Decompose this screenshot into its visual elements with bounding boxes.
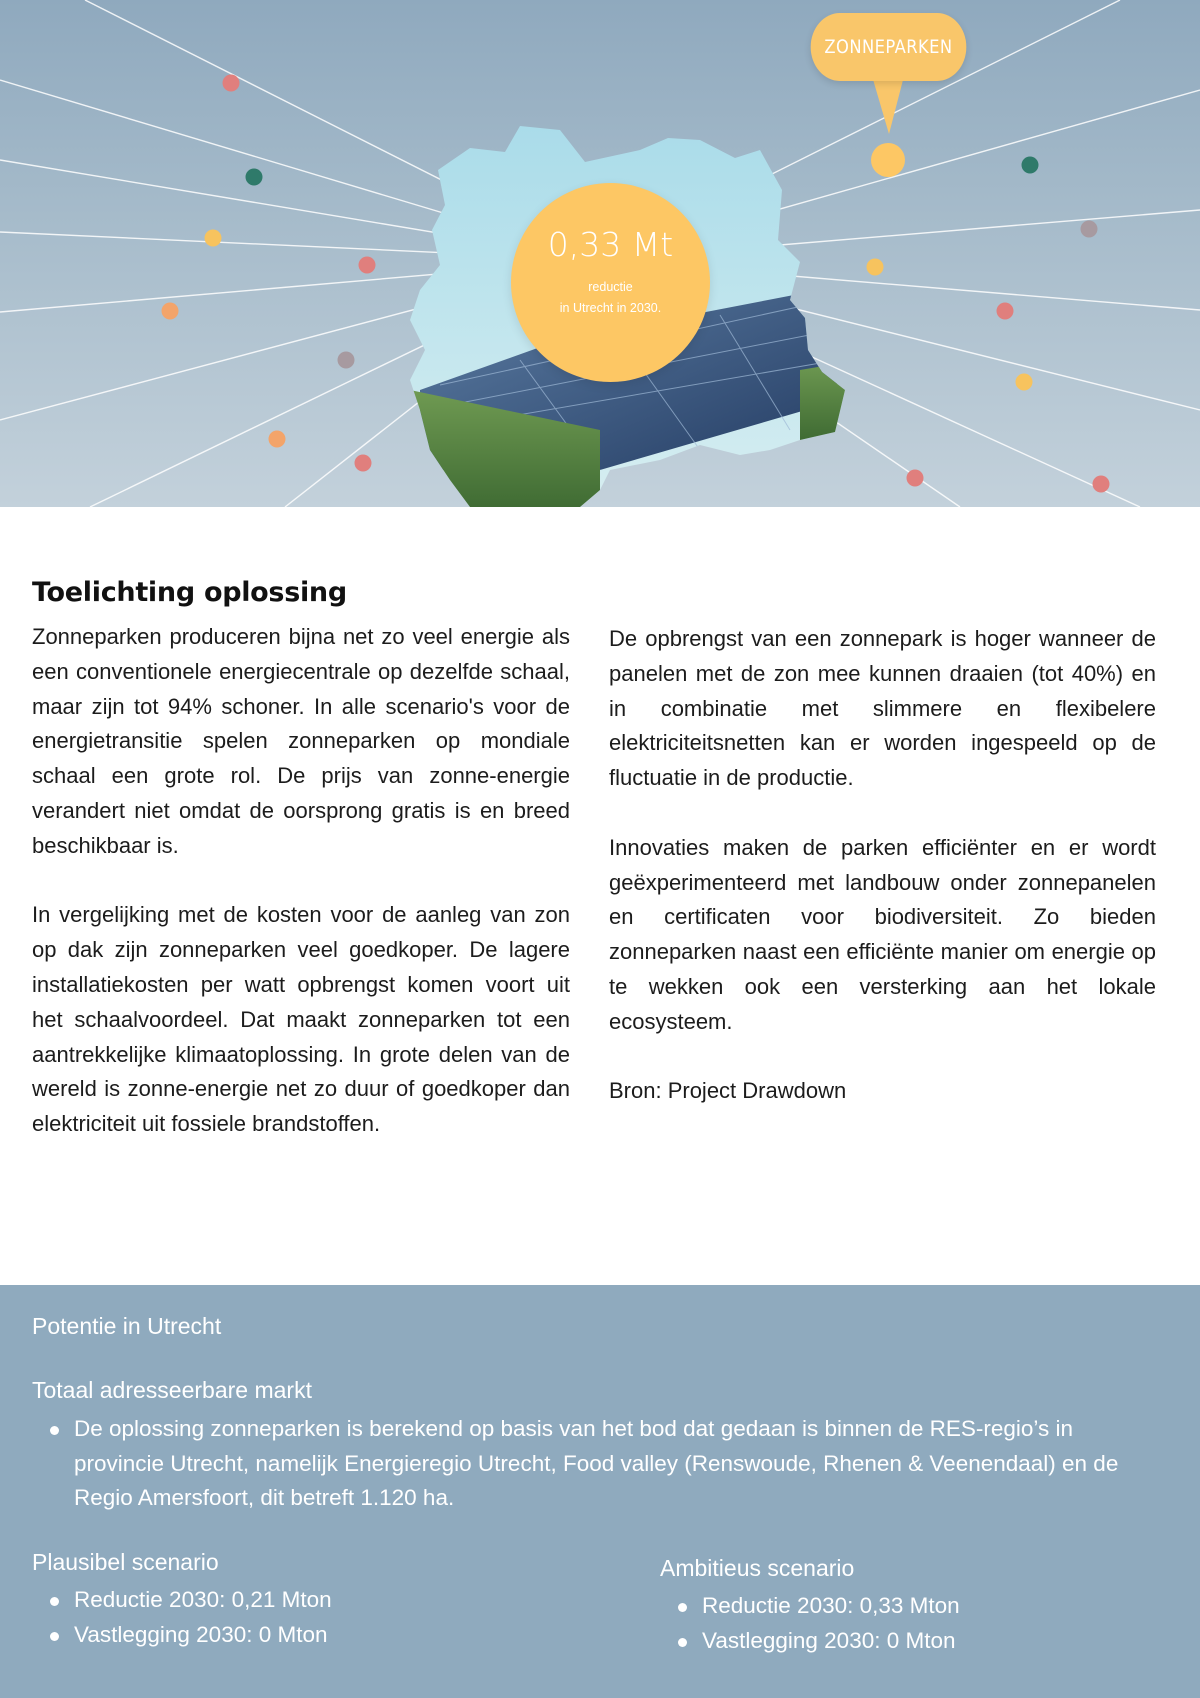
paragraph: Zonneparken produceren bijna net zo veel energie als een conventionele energiecentrale op dezelfde schaal, maar zijn tot 94% schoner. In alle scenario's voor de energietransitie spelen zonneparken op mondiale schaal een grote rol. De prijs van zonne-energie verandert niet omdat de oorsprong gratis is en breed beschikbaar is. (32, 624, 570, 858)
ambitieus-list (660, 1589, 1180, 1658)
market-list (32, 1412, 1162, 1516)
plausibel-title: Plausibel scenario (32, 1549, 219, 1575)
list-item: Reductie 2030: 0,33 Mton (660, 1589, 1180, 1624)
list-item: Reductie 2030: 0,21 Mton (32, 1583, 592, 1618)
market-title: Totaal adresseerbare markt (32, 1377, 312, 1403)
badge-value: 0,33 Mt (547, 225, 674, 264)
hero-banner (0, 0, 1200, 507)
badge-caption-2: in Utrecht in 2030. (559, 301, 662, 315)
paragraph: Innovaties maken de parken efficiënter en er wordt geëxperimenteerd met landbouw onder zonnepanelen en certificaten voor biodiversiteit. Zo bieden zonneparken naast een efficiënte manier om energie op te wekken ook een versterking aan het lokale ecosysteem. (609, 834, 1156, 1034)
plausibel-list (32, 1583, 592, 1652)
reduction-badge (511, 183, 710, 382)
panel-title: Potentie in Utrecht (32, 1313, 222, 1339)
paragraph: De opbrengst van een zonnepark is hoger wanneer de panelen met de zon mee kunnen draaien (tot 40%) en in combinatie met slimmere en flexibelere elektriciteitsnetten kan er worden ingespeeld op de fluctuatie in de productie. (609, 626, 1156, 791)
list-item: De oplossing zonneparken is berekend op basis van het bod dat gedaan is binnen de RES-regio’s in provincie Utrecht, namelijk Energieregio Utrecht, Food valley (Renswoude, Rhenen & Veenendaal) en de Regio Amersfoort, dit betreft 1.120 ha. (32, 1412, 1162, 1516)
list-item: Vastlegging 2030: 0 Mton (660, 1624, 1180, 1659)
paragraph: In vergelijking met de kosten voor de aanleg van zon op dak zijn zonneparken veel goedkoper. De lagere installatiekosten per watt opbrengst komen voort uit het schaalvoordeel. Dat maakt zonneparken tot een aantrekkelijke klimaatoplossing. In grote delen van de wereld is zonne-energie net zo duur of goedkoper dan elektriciteit uit fossiele brandstoffen. (32, 902, 570, 1137)
section-title: Toelichting oplossing (32, 577, 347, 608)
left-column (32, 620, 570, 1177)
list-item: Vastlegging 2030: 0 Mton (32, 1618, 592, 1653)
ambitieus-title: Ambitieus scenario (660, 1555, 855, 1581)
right-column (609, 622, 1156, 1144)
badge-caption-1: reductie (588, 280, 633, 294)
callout-zonneparken: ZONNEPARKEN (811, 13, 967, 81)
potentie-panel (0, 1285, 1200, 1698)
source-line: Bron: Project Drawdown (609, 1078, 847, 1104)
